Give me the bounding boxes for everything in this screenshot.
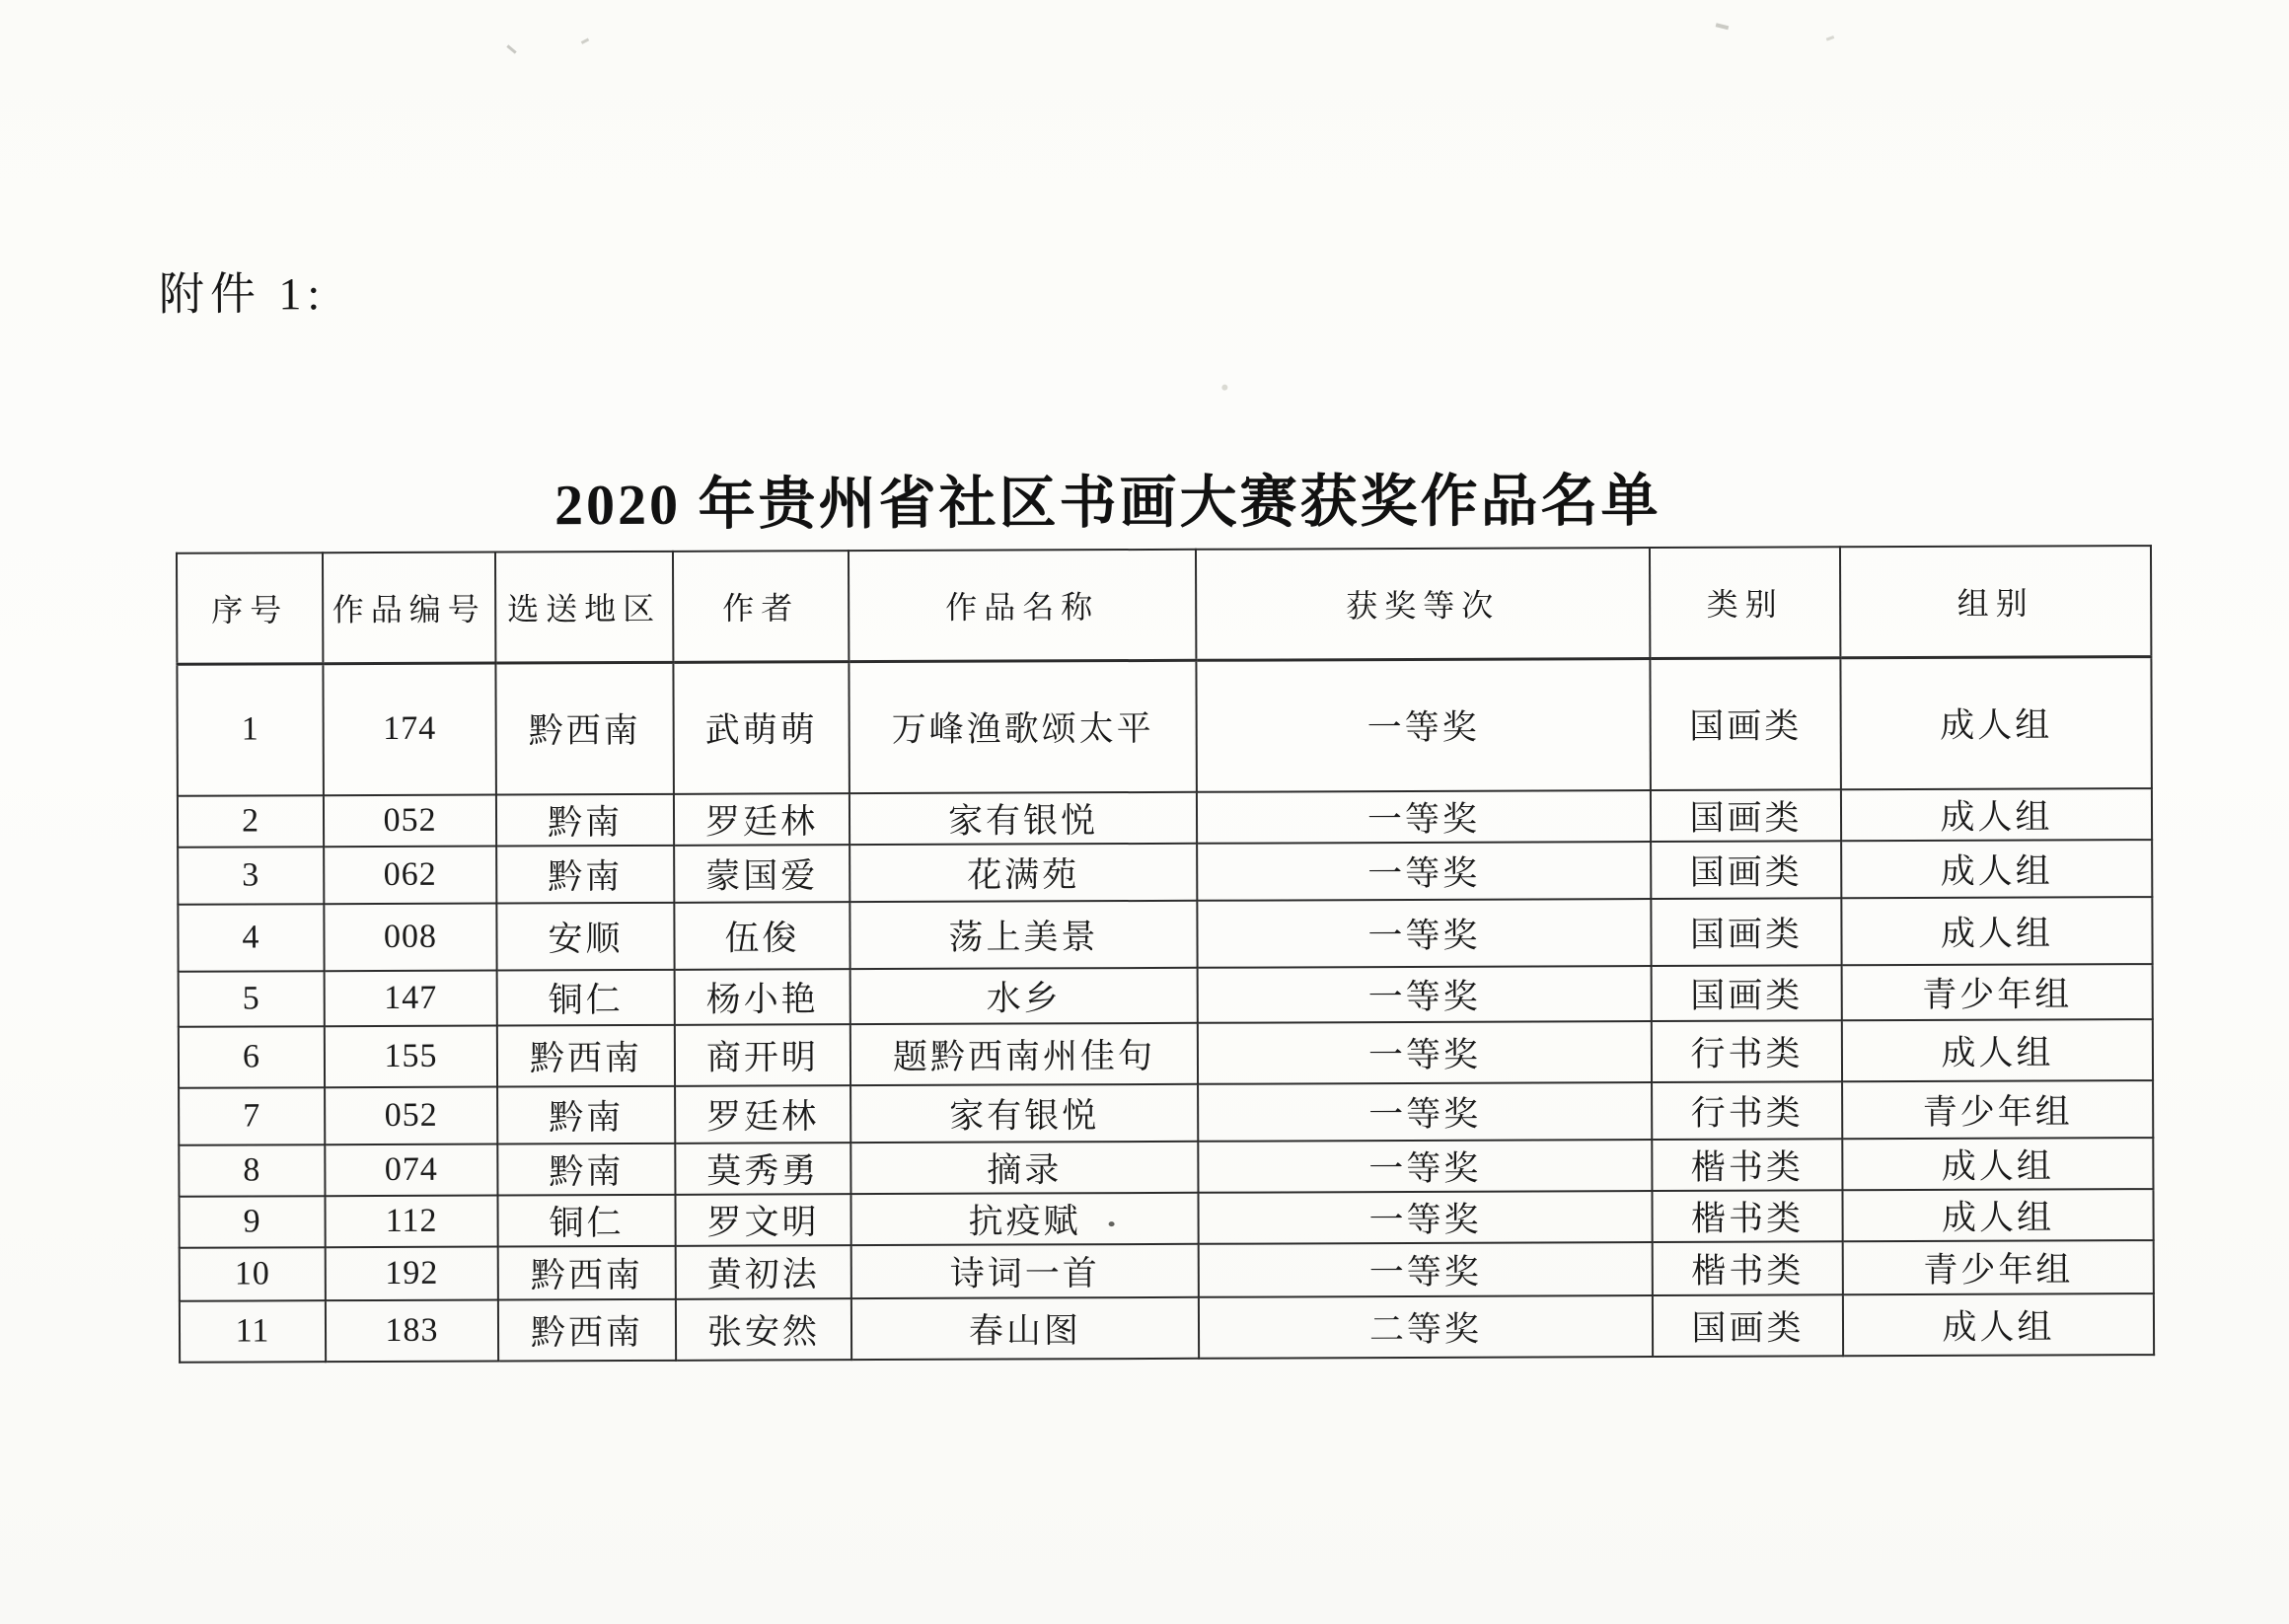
table-cell: 家有银悦 [850,1084,1198,1143]
table-cell: 抗疫赋 [850,1193,1198,1245]
table-cell: 行书类 [1652,1081,1842,1140]
table-row [178,897,2152,972]
scan-speck [506,44,516,53]
table-cell: 一等奖 [1197,842,1651,901]
table-header-row [177,546,2151,664]
table-cell: 二等奖 [1199,1295,1653,1359]
table-cell: 183 [326,1300,498,1363]
table-row [179,1189,2153,1248]
table-row [177,656,2151,796]
column-header: 作品名称 [849,550,1196,661]
document-title: 2020 年贵州省社区书画大赛获奖作品名单 [554,468,1661,538]
table-cell: 7 [179,1087,325,1145]
table-cell: 万峰渔歌颂太平 [849,660,1197,793]
table-cell: 诗词一首 [851,1244,1199,1298]
table-cell: 6 [179,1026,325,1088]
table-cell: 青少年组 [1843,1240,2154,1294]
table-cell: 8 [179,1144,325,1197]
table-cell: 9 [179,1196,325,1248]
table-cell: 4 [178,904,324,972]
table-cell: 成人组 [1842,1019,2153,1081]
table-cell: 一等奖 [1198,966,1652,1023]
table-header [177,546,2151,664]
table-cell: 一等奖 [1196,658,1651,792]
table-cell: 国画类 [1651,789,1841,842]
table-cell: 国画类 [1651,898,1841,966]
table-cell: 5 [179,971,325,1027]
scan-speck [581,37,589,43]
table-cell: 铜仁 [497,970,675,1026]
table-cell: 112 [325,1196,497,1248]
column-header: 选送地区 [495,552,673,663]
table-cell: 蒙国爱 [674,845,849,903]
column-header: 获奖等次 [1196,548,1650,660]
table-cell: 莫秀勇 [675,1143,850,1195]
table-row [180,1293,2154,1363]
table-cell: 成人组 [1841,897,2152,965]
table-cell: 春山图 [851,1297,1199,1360]
table-cell: 摘录 [850,1142,1198,1194]
table-cell: 一等奖 [1198,1021,1652,1084]
table-cell: 3 [178,847,324,905]
table-cell: 家有银悦 [849,792,1197,845]
table-row [179,1080,2153,1145]
table-cell: 一等奖 [1198,1140,1652,1193]
table-cell: 张安然 [676,1298,851,1361]
table-cell: 铜仁 [497,1195,675,1247]
table-cell: 174 [323,663,496,796]
table-cell: 192 [326,1247,498,1301]
column-header: 类别 [1650,547,1840,658]
table-cell: 成人组 [1841,840,2152,898]
table-row [178,788,2152,848]
table-cell: 黔西南 [495,662,674,795]
table-cell: 062 [324,847,496,905]
table-cell: 一等奖 [1197,790,1651,844]
table-cell: 黔西南 [498,1246,676,1300]
table-cell: 155 [325,1026,497,1088]
table-row [180,1240,2154,1301]
table-cell: 水乡 [850,968,1198,1024]
table-row [178,840,2152,905]
table-cell: 罗廷林 [674,793,849,846]
table-row [179,1138,2153,1197]
table-cell: 黄初法 [676,1245,851,1299]
table-cell: 黔南 [496,794,674,847]
table-cell: 黔西南 [497,1025,675,1087]
scan-speck [1716,23,1730,30]
table-cell: 11 [180,1300,326,1363]
table-cell: 青少年组 [1842,1080,2153,1139]
table-cell: 国画类 [1651,841,1841,899]
table-cell: 052 [325,1087,497,1145]
table-cell: 10 [180,1247,326,1301]
table-cell: 国画类 [1652,965,1842,1021]
column-header: 作者 [673,551,849,662]
table-cell: 2 [178,795,324,848]
table-cell: 商开明 [675,1024,850,1086]
table-cell: 伍俊 [674,902,849,970]
table-cell: 楷书类 [1652,1139,1842,1191]
table-cell: 一等奖 [1198,1082,1652,1142]
table-cell: 安顺 [496,903,674,971]
table-cell: 行书类 [1652,1020,1842,1082]
table-cell: 荡上美景 [849,901,1197,969]
table-cell: 一等奖 [1198,1191,1652,1244]
table-cell: 罗廷林 [675,1085,850,1144]
table-cell: 青少年组 [1842,964,2153,1020]
table-cell: 题黔西南州佳句 [850,1023,1198,1085]
table-cell: 国画类 [1653,1294,1843,1357]
table-body [177,656,2154,1363]
table-cell: 074 [325,1144,497,1197]
table-cell: 黔西南 [498,1299,676,1362]
table-cell: 一等奖 [1197,899,1651,968]
table-cell: 杨小艳 [675,969,850,1025]
table-cell: 成人组 [1842,1138,2153,1190]
table-cell: 黔南 [496,846,674,904]
table-cell: 成人组 [1841,788,2152,841]
table-cell: 黔南 [497,1086,675,1144]
table-cell: 花满苑 [849,844,1197,902]
table-cell: 楷书类 [1653,1241,1843,1295]
attachment-label: 附件 1: [158,268,327,320]
table-cell: 成人组 [1840,656,2152,789]
table-cell: 成人组 [1842,1189,2153,1241]
column-header: 组别 [1840,546,2151,657]
table-cell: 楷书类 [1652,1190,1842,1242]
table-cell: 052 [324,795,496,848]
awards-table [176,545,2155,1364]
table-cell: 武萌萌 [673,661,849,794]
table-cell: 147 [325,971,497,1027]
table-cell: 黔南 [497,1144,675,1196]
column-header: 作品编号 [323,553,495,664]
column-header: 序号 [177,553,323,664]
scan-speck [1826,36,1835,41]
scan-speck [1221,385,1227,391]
table-cell: 1 [177,663,324,796]
table-cell: 成人组 [1843,1293,2154,1356]
table-cell: 一等奖 [1199,1242,1653,1297]
table-row [179,1019,2153,1088]
table-cell: 008 [324,904,496,972]
table-row [179,964,2153,1027]
table-cell: 国画类 [1650,657,1841,790]
table-cell: 罗文明 [675,1194,850,1246]
